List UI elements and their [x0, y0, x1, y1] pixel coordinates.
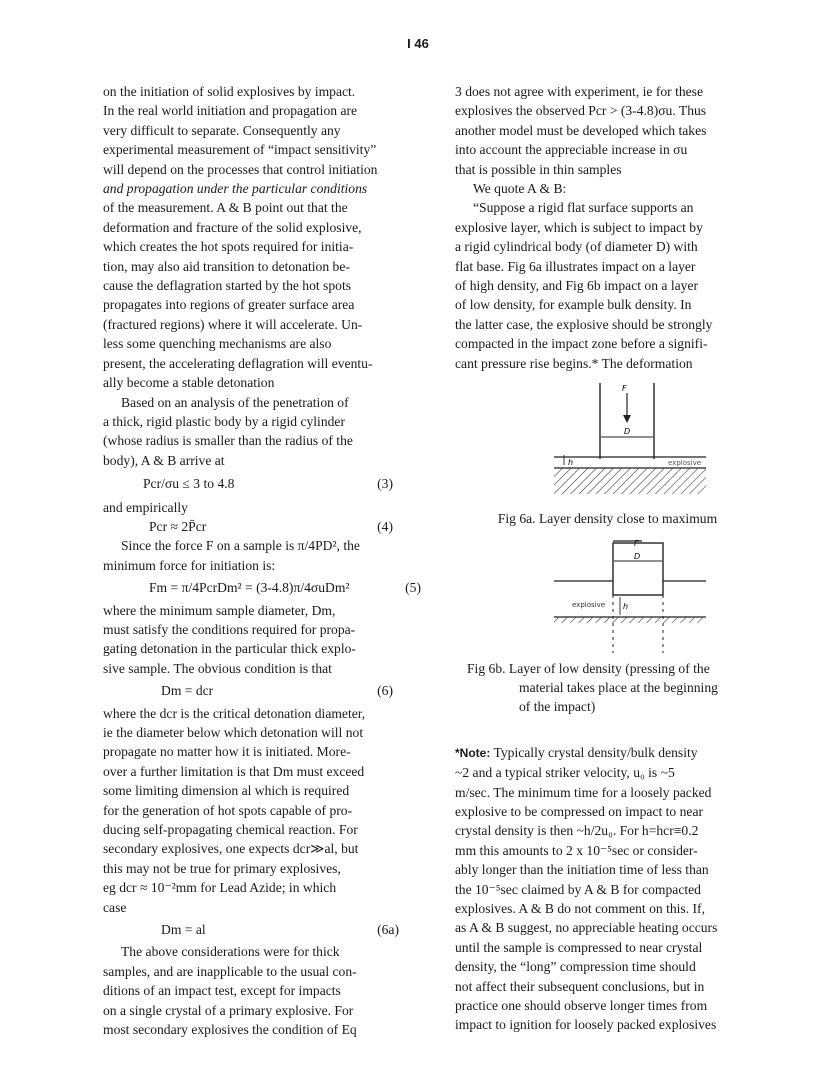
- note-label: *Note:: [455, 745, 491, 760]
- right-column: 3 does not agree with experiment, ie for these explosives the observed Pcr > (3-4.8)σu. Thus another model must be developed which takes into account the appreciable increase in σu that is possible in thin samples We quote A & B: “Suppose a rigid flat surface supports an explosive layer, which is subject to impact by a rigid cylindrical body (of diameter D) with flat base. Fig 6a illustrates impact on a layer of high density, and Fig 6b impact on a layer of low density, for example bulk density. In the latter case, the explosive should be strongly compacted in the impact zone before a signifi- cant pressure rise begins.* The deformation F D h explosive Fig 6a. Layer density close to maximum F D explosive h Fig 6b. Layer of low density (pressing of the material takes place at the beginning of the impact) *Note: Typically crystal density/bulk density ~2 and a typical striker velocity, u₀ is ~5 m/sec. The minimum time for a loosely packed explosive to be compressed on impact to near crystal density is then ~h/2u₀. For h=hcr≡0.2 mm this amounts to 2 x 10⁻⁵sec or consider- ably longer than the initiation time of less than the 10⁻⁵sec claimed by A & B for compacted explosives. A & B do not comment on this. If, as A & B suggest, no appreciable heating occurs until the sample is compressed to near crystal density, the “long” compression time should not affect their subsequent conclusions, but in practice one should observe longer times from impact to ignition for loosely packed explosives: [455, 82, 760, 1035]
- thickness-label-6b: h: [622, 601, 628, 611]
- equation-6a: Dm = al (6a): [161, 922, 399, 938]
- paragraph-experiment: 3 does not agree with experiment, ie for these explosives the observed Pcr > (3-4.8)σu. Thus another model must be developed which takes into account the appreciable increase in σu that is possible in thin samples: [455, 84, 707, 177]
- explosive-label-6a: explosive: [667, 459, 701, 468]
- paragraph-intro: on the initiation of solid explosives by impact. In the real world initiation and propagation are very difficult to separate. Consequently any experimental measurement of “impact sensitivity” will depend on the processes that control initiation and propagation under the particular conditions of the measurement. A & B point out that the deformation and fracture of the solid explosive, which creates the hot spots required for initia- tion, may also aid transition to detonation be- cause the deflagration started by the hot spots propagates into regions of greater surface area (fractured regions) where it will accelerate. Un- less some quenching mechanisms are also present, the accelerating deflagration will eventu- ally become a stable detonation: [103, 84, 378, 391]
- diameter-label-6b: D: [633, 551, 640, 561]
- paragraph-diameter: where the minimum sample diameter, Dm, must satisfy the conditions required for propa- gating detonation in the particular thick explo- sive sample. The obvious condition is that: [103, 602, 356, 676]
- equation-5: Fm = π/4PcrDm² = (3-4.8)π/4σuDm² (5): [149, 580, 421, 596]
- force-label-6a: F: [621, 384, 627, 394]
- figure-6b-diagram: [488, 535, 728, 655]
- figure-6a-diagram: [488, 381, 728, 505]
- striker-cylinder-6b: [613, 543, 663, 595]
- rigid-base-6b: [554, 617, 706, 623]
- rigid-base-6a: [554, 468, 706, 494]
- thickness-label-6a: h: [567, 458, 573, 468]
- diameter-label-6a: D: [623, 427, 630, 437]
- paragraph-force: Since the force F on a sample is π/4PD², the minimum force for initiation is:: [103, 538, 360, 573]
- figure-6b-caption: Fig 6b. Layer of low density (pressing of the material takes place at the beginning of the impact): [467, 660, 718, 715]
- equation-6: Dm = dcr (6): [161, 683, 393, 699]
- explosive-label-6b: explosive: [571, 600, 605, 609]
- paragraph-quote: “Suppose a rigid flat surface supports an explosive layer, which is subject to impact by a rigid cylindrical body (of diameter D) with flat base. Fig 6a illustrates impact on a layer of high density, and Fig 6b impact on a layer of low density, for example bulk density. In the latter case, the explosive should be strongly compacted in the impact zone before a signifi- cant pressure rise begins.* The deformation: [455, 200, 713, 371]
- left-column: on the initiation of solid explosives by impact. In the real world initiation and propagation are very difficult to separate. Consequently any experimental measurement of “impact sensitivity” will depend on the processes that control initiation and propagation under the particular conditions of the measurement. A & B point out that the deformation and fracture of the solid explosive, which creates the hot spots required for initia- tion, may also aid transition to detonation be- cause the deflagration started by the hot spots propagates into regions of greater surface area (fractured regions) where it will accelerate. Un- less some quenching mechanisms are also present, the accelerating deflagration will eventu- ally become a stable detonation Based on an analysis of the penetration of a thick, rigid plastic body by a rigid cylinder (whose radius is smaller than the radius of the body), A & B arrive at Pcr/σu ≤ 3 to 4.8 (3) and empirically Pcr ≈ 2P̄cr (4) Since the force F on a sample is π/4PD², the minimum force for initiation is: Fm = π/4PcrDm² = (3-4.8)π/4σuDm² (5) where the minimum sample diameter, Dm, must satisfy the conditions required for propa- gating detonation in the particular thick explo- sive sample. The obvious condition is that Dm = dcr (6) where the dcr is the critical detonation diameter, ie the diameter below which detonation will not propagate no matter how it is initiated. More- over a further limitation is that Dm must exceed some limiting dimension al which is required for the generation of hot spots capable of pro- ducing self-propagating chemical reaction. For secondary explosives, one expects dcr≫al, but this may not be true for primary explosives, eg dcr ≈ 10⁻²mm for Lead Azide; in which case Dm = al (6a) The above considerations were for thick samples, and are inapplicable to the usual con- ditions of an impact test, except for impacts on a single crystal of a primary explosive. For most secondary explosives the condition of Eq: [103, 82, 433, 1040]
- equation-4: Pcr ≈ 2P̄cr (4): [149, 518, 393, 534]
- paragraph-critical: where the dcr is the critical detonation diameter, ie the diameter below which detonation will not propagate no matter how it is initiated. More- over a further limitation is that Dm must exceed some limiting dimension al which is required for the generation of hot spots capable of pro- ducing self-propagating chemical reaction. For secondary explosives, one expects dcr≫al, but this may not be true for primary explosives, eg dcr ≈ 10⁻²mm for Lead Azide; in which case: [103, 705, 366, 915]
- force-label-6b: F: [633, 538, 639, 548]
- page-number: I 46: [407, 36, 429, 51]
- paragraph-thick: The above considerations were for thick samples, and are inapplicable to the usual con- ditions of an impact test, except for impacts on a single crystal of a primary explosive. For most secondary explosives the condition of Eq: [103, 944, 357, 1038]
- force-arrowhead-6a: [623, 415, 631, 423]
- footnote: *Note: Typically crystal density/bulk density ~2 and a typical striker velocity, u₀ is ~5 m/sec. The minimum time for a loosely packed explosive to be compressed on impact to near crystal density is then ~h/2u₀. For h=hcr≡0.2 mm this amounts to 2 x 10⁻⁵sec or consider- ably longer than the initiation time of less than the 10⁻⁵sec claimed by A & B for compacted explosives. A & B do not comment on this. If, as A & B suggest, no appreciable heating occurs until the sample is compressed to near crystal density, the “long” compression time should not affect their subsequent conclusions, but in practice one should observe longer times from impact to ignition for loosely packed explosives: [455, 744, 718, 1033]
- paragraph-analysis: Based on an analysis of the penetration of a thick, rigid plastic body by a rigid cylinder (whose radius is smaller than the radius of the body), A & B arrive at: [103, 394, 353, 468]
- figure-6a-caption: Fig 6a. Layer density close to maximum: [497, 511, 718, 527]
- equation-3: Pcr/σu ≤ 3 to 4.8 (3): [143, 476, 393, 492]
